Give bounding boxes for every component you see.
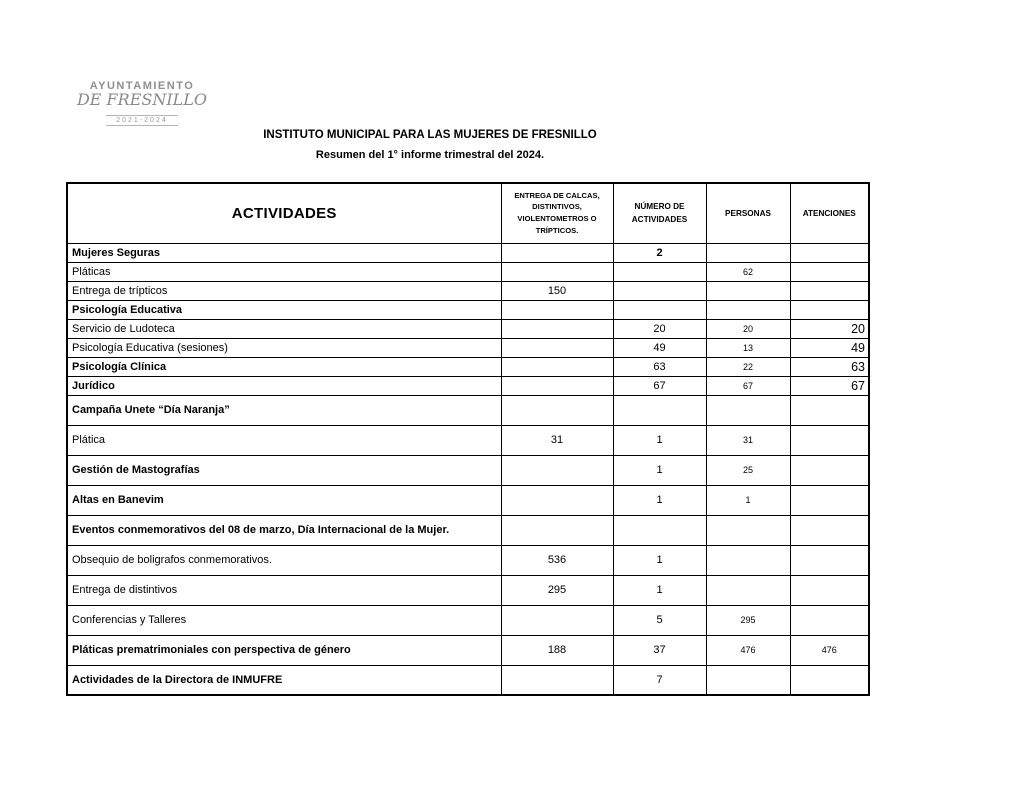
activity-name-cell: Actividades de la Directora de INMUFRE	[67, 665, 501, 695]
entrega-value-cell	[501, 515, 613, 545]
activity-name-cell: Psicología Educativa	[67, 300, 501, 319]
column-header-personas: PERSONAS	[706, 183, 790, 243]
numero-actividades-value-cell: 20	[613, 319, 706, 338]
table-row	[67, 635, 869, 665]
personas-value-cell: 20	[706, 319, 790, 338]
table-row	[67, 575, 869, 605]
personas-value-cell	[706, 395, 790, 425]
table-row	[67, 357, 869, 376]
activity-name-cell: Altas en Banevim	[67, 485, 501, 515]
personas-value-cell: 295	[706, 605, 790, 635]
personas-value-cell	[706, 515, 790, 545]
entrega-value-cell	[501, 243, 613, 262]
personas-value-cell: 31	[706, 425, 790, 455]
table-row	[67, 515, 869, 545]
entrega-value-cell	[501, 319, 613, 338]
table-row	[67, 545, 869, 575]
column-header-atenciones: ATENCIONES	[790, 183, 869, 243]
activity-name-cell: Campaña Unete “Día Naranja”	[67, 395, 501, 425]
activity-name-cell: Mujeres Seguras	[67, 243, 501, 262]
activity-name-cell: Pláticas	[67, 262, 501, 281]
entrega-value-cell	[501, 395, 613, 425]
atenciones-value-cell	[790, 485, 869, 515]
personas-value-cell	[706, 575, 790, 605]
entrega-value-cell	[501, 665, 613, 695]
numero-actividades-value-cell	[613, 300, 706, 319]
table-row	[67, 395, 869, 425]
personas-value-cell: 22	[706, 357, 790, 376]
document-subtitle: Resumen del 1° informe trimestral del 2024.	[315, 149, 545, 161]
numero-actividades-value-cell: 7	[613, 665, 706, 695]
table-row	[67, 262, 869, 281]
entrega-value-cell	[501, 376, 613, 395]
atenciones-value-cell	[790, 575, 869, 605]
numero-actividades-value-cell	[613, 281, 706, 300]
table-row	[67, 605, 869, 635]
numero-actividades-value-cell: 2	[613, 243, 706, 262]
personas-value-cell	[706, 665, 790, 695]
activity-name-cell: Psicología Educativa (sesiones)	[67, 338, 501, 357]
entrega-value-cell	[501, 357, 613, 376]
atenciones-value-cell: 476	[790, 635, 869, 665]
logo-text-ayuntamiento: AYUNTAMIENTO	[89, 80, 195, 92]
numero-actividades-value-cell: 1	[613, 575, 706, 605]
table-row	[67, 376, 869, 395]
atenciones-value-cell	[790, 665, 869, 695]
numero-actividades-value-cell: 5	[613, 605, 706, 635]
table-row	[67, 243, 869, 262]
activity-name-cell: Gestión de Mastografías	[67, 455, 501, 485]
table-row	[67, 665, 869, 695]
activity-name-cell: Conferencias y Talleres	[67, 605, 501, 635]
entrega-value-cell: 295	[501, 575, 613, 605]
personas-value-cell	[706, 243, 790, 262]
entrega-value-cell: 31	[501, 425, 613, 455]
numero-actividades-value-cell: 37	[613, 635, 706, 665]
activity-name-cell: Servicio de Ludoteca	[67, 319, 501, 338]
column-header-numero-actividades: NÚMERO DE ACTIVIDADES	[613, 183, 706, 243]
table-row	[67, 300, 869, 319]
numero-actividades-value-cell	[613, 395, 706, 425]
atenciones-value-cell	[790, 243, 869, 262]
numero-actividades-value-cell: 63	[613, 357, 706, 376]
activities-report-table	[66, 182, 870, 696]
personas-value-cell: 25	[706, 455, 790, 485]
activity-name-cell: Plática	[67, 425, 501, 455]
entrega-value-cell	[501, 338, 613, 357]
personas-value-cell: 13	[706, 338, 790, 357]
ayuntamiento-fresnillo-logo	[72, 80, 212, 127]
personas-value-cell: 476	[706, 635, 790, 665]
logo-text-period: 2021-2024	[106, 115, 177, 126]
table-header	[67, 183, 869, 243]
personas-value-cell: 62	[706, 262, 790, 281]
atenciones-value-cell	[790, 425, 869, 455]
atenciones-value-cell: 20	[790, 319, 869, 338]
activity-name-cell: Pláticas prematrimoniales con perspectiva de género	[67, 635, 501, 665]
numero-actividades-value-cell: 1	[613, 455, 706, 485]
numero-actividades-value-cell: 67	[613, 376, 706, 395]
numero-actividades-value-cell: 1	[613, 545, 706, 575]
atenciones-value-cell	[790, 281, 869, 300]
numero-actividades-value-cell: 1	[613, 485, 706, 515]
table-row	[67, 455, 869, 485]
table-body	[67, 243, 869, 695]
numero-actividades-value-cell: 49	[613, 338, 706, 357]
atenciones-value-cell: 67	[790, 376, 869, 395]
table-row	[67, 338, 869, 357]
atenciones-value-cell	[790, 545, 869, 575]
atenciones-value-cell	[790, 515, 869, 545]
activity-name-cell: Entrega de trípticos	[67, 281, 501, 300]
atenciones-value-cell	[790, 262, 869, 281]
entrega-value-cell: 188	[501, 635, 613, 665]
activity-name-cell: Eventos conmemorativos del 08 de marzo, Día Internacional de la Mujer.	[67, 515, 501, 545]
column-header-entrega: ENTREGA DE CALCAS, DISTINTIVOS, VIOLENTOMETROS O TRÍPTICOS.	[501, 183, 613, 243]
table-row	[67, 425, 869, 455]
atenciones-value-cell: 49	[790, 338, 869, 357]
entrega-value-cell: 150	[501, 281, 613, 300]
personas-value-cell	[706, 281, 790, 300]
personas-value-cell	[706, 300, 790, 319]
logo-text-de-fresnillo: DE FRESNILLO	[76, 90, 208, 109]
entrega-value-cell	[501, 262, 613, 281]
numero-actividades-value-cell: 1	[613, 425, 706, 455]
activity-name-cell: Jurídico	[67, 376, 501, 395]
atenciones-value-cell: 63	[790, 357, 869, 376]
entrega-value-cell	[501, 455, 613, 485]
table-row	[67, 281, 869, 300]
personas-value-cell	[706, 545, 790, 575]
activity-name-cell: Entrega de distintivos	[67, 575, 501, 605]
numero-actividades-value-cell	[613, 262, 706, 281]
atenciones-value-cell	[790, 395, 869, 425]
header-row	[67, 183, 869, 243]
entrega-value-cell	[501, 485, 613, 515]
column-header-actividades: ACTIVIDADES	[67, 183, 501, 243]
numero-actividades-value-cell	[613, 515, 706, 545]
table-row	[67, 319, 869, 338]
table-row	[67, 485, 869, 515]
atenciones-value-cell	[790, 605, 869, 635]
entrega-value-cell	[501, 605, 613, 635]
activity-name-cell: Psicología Clínica	[67, 357, 501, 376]
activity-name-cell: Obsequio de boligrafos conmemorativos.	[67, 545, 501, 575]
atenciones-value-cell	[790, 300, 869, 319]
document-title: INSTITUTO MUNICIPAL PARA LAS MUJERES DE FRESNILLO	[263, 129, 597, 141]
personas-value-cell: 67	[706, 376, 790, 395]
entrega-value-cell: 536	[501, 545, 613, 575]
atenciones-value-cell	[790, 455, 869, 485]
personas-value-cell: 1	[706, 485, 790, 515]
entrega-value-cell	[501, 300, 613, 319]
